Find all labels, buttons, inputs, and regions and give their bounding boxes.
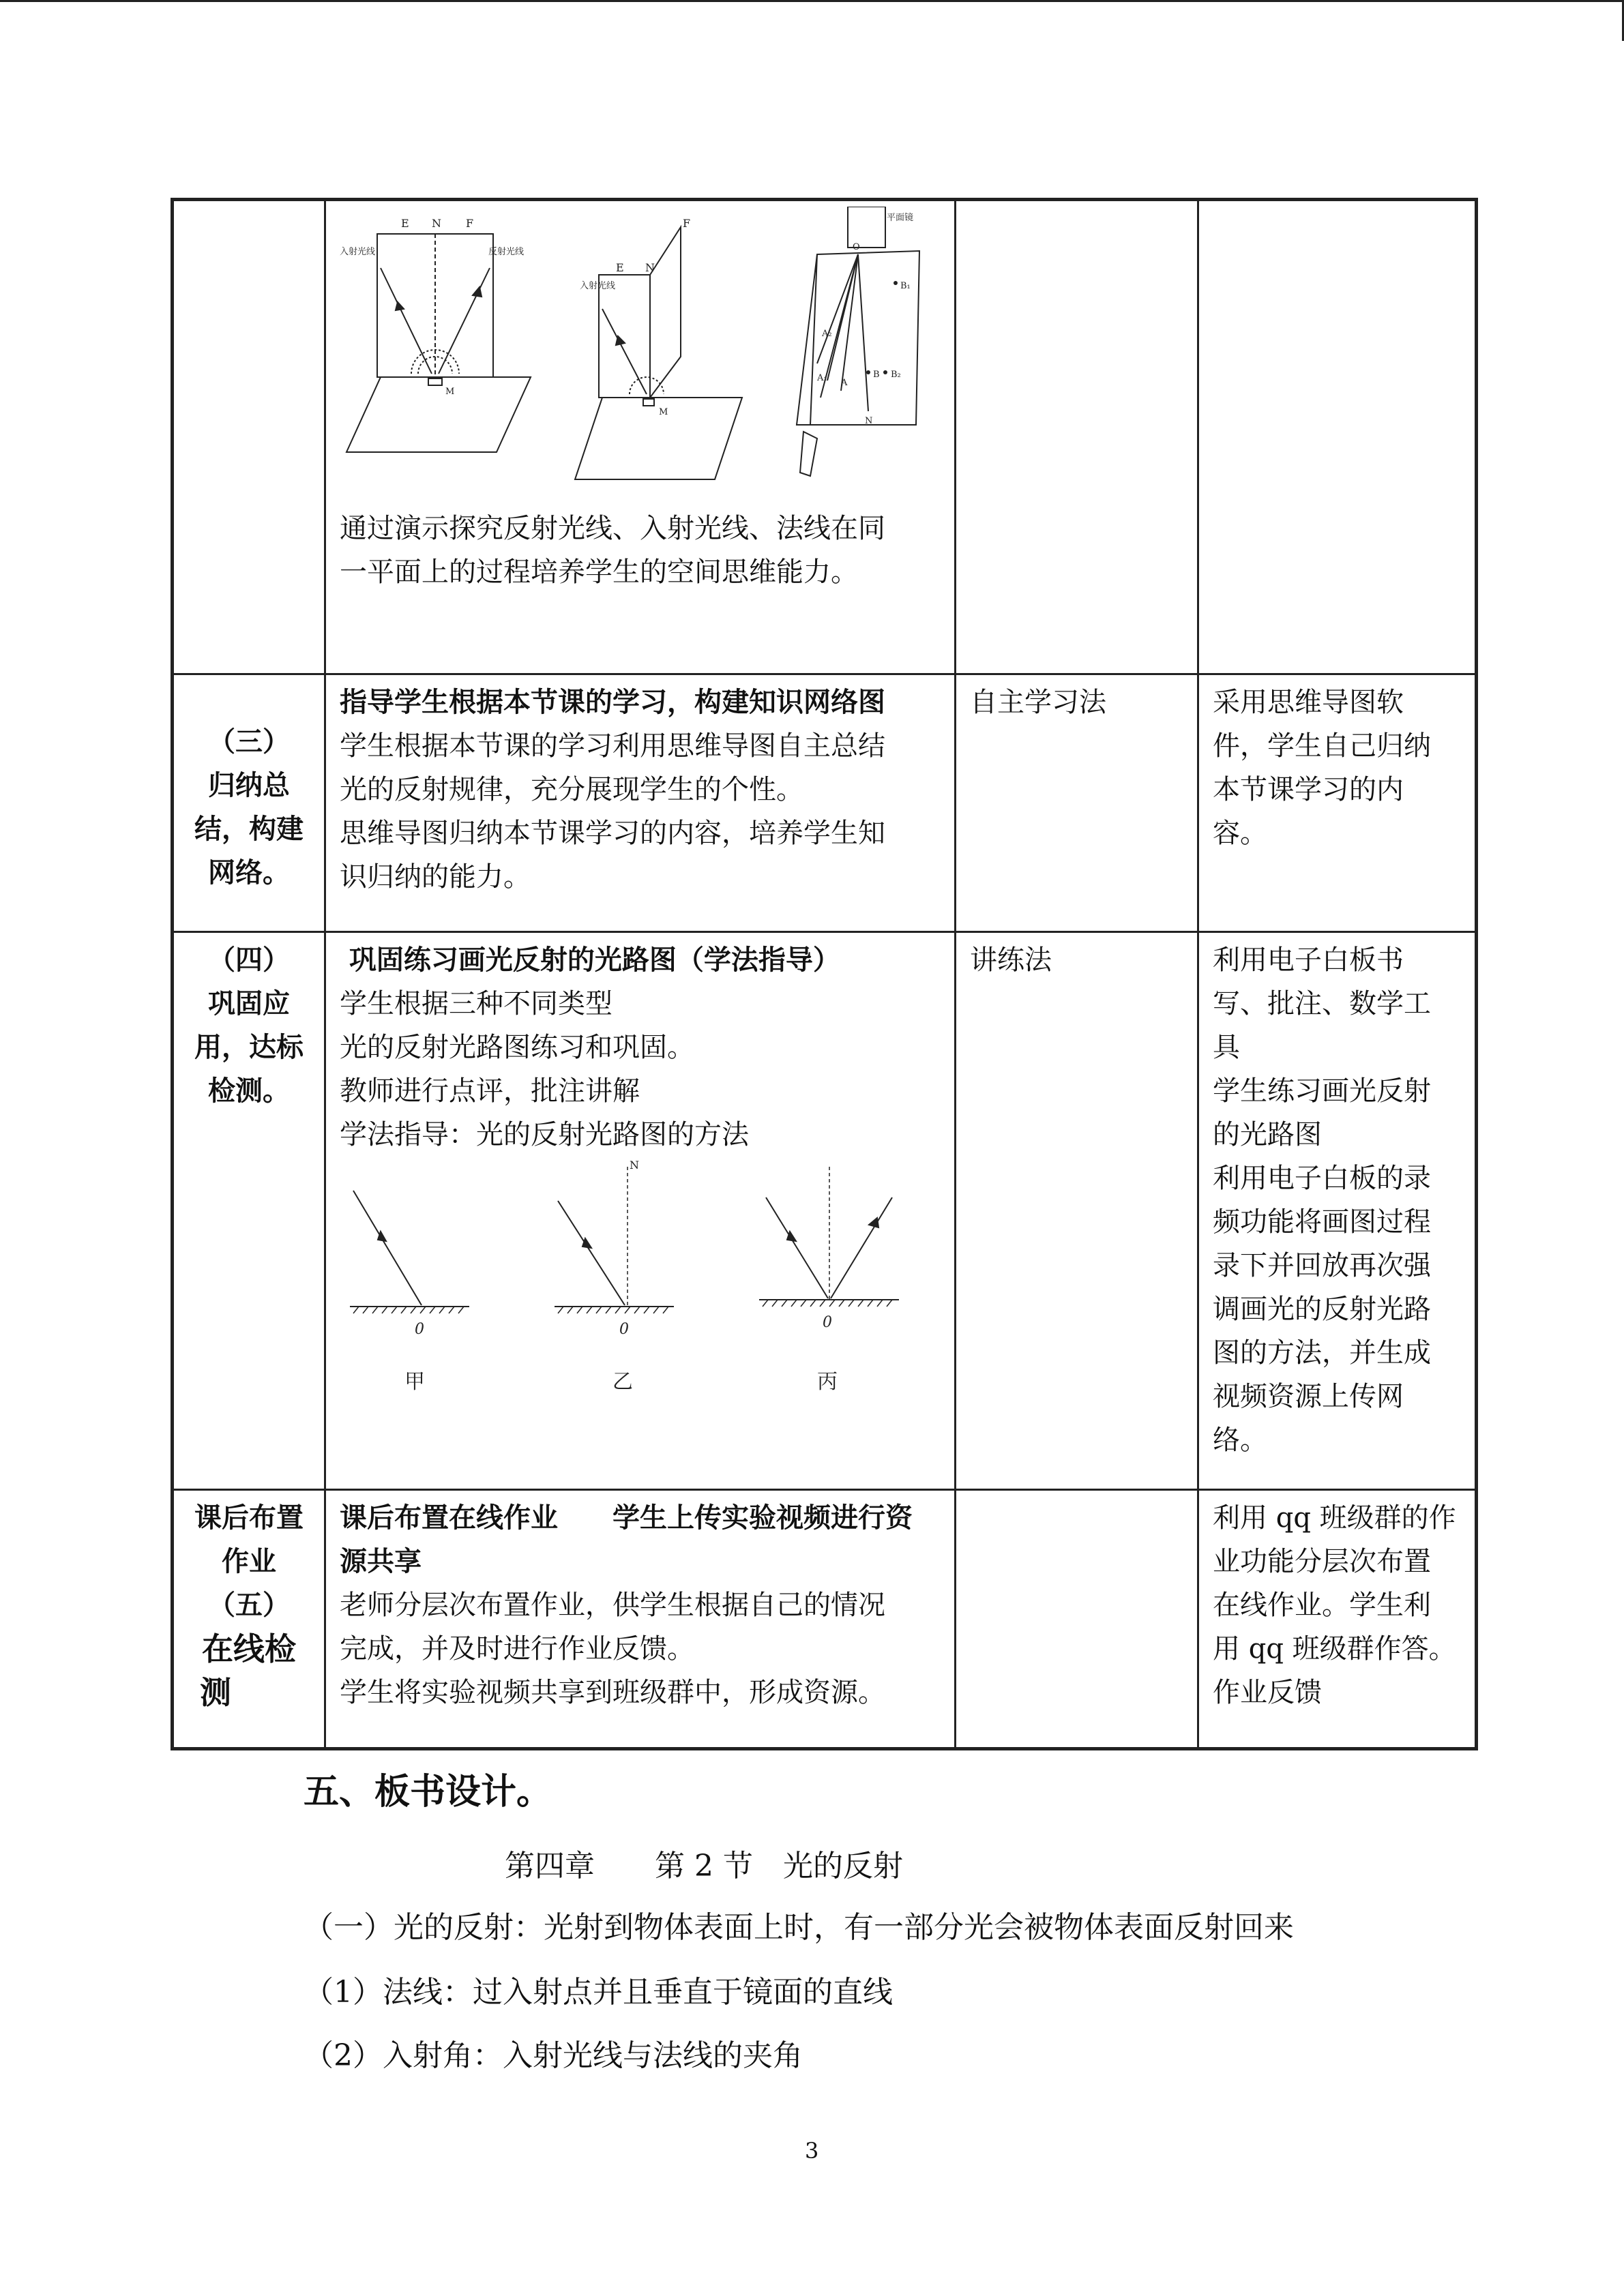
board-line: （2）入射角：入射光线与法线的夹角 <box>304 2038 803 2073</box>
fig3-label-A2: A₂ <box>822 329 832 339</box>
media-cell <box>1198 674 1477 932</box>
row3-text: 教师进行点评，批注讲解 <box>340 1075 640 1107</box>
row1-text-1: 通过演示探究反射光线、入射光线、法线在同 <box>340 513 885 544</box>
media-line: 用 qq 班级群作答。 <box>1213 1633 1456 1665</box>
apparatus-figure-3 <box>797 207 919 476</box>
incident-ray <box>353 1191 422 1305</box>
page-number: 3 <box>805 2138 819 2164</box>
media-cell <box>1198 1490 1477 1749</box>
board-title: 第四章 第 2 节 光的反射 <box>505 1849 903 1883</box>
media-line: 采用思维导图软 <box>1213 687 1404 718</box>
fig1-label-incident: 入射光线 <box>340 247 376 257</box>
exercise-figure-yi <box>555 1159 674 1394</box>
incident-ray <box>381 268 432 374</box>
row2-heading: 指导学生根据本节课的学习，构建知识网络图 <box>340 686 885 718</box>
reflection-apparatus-figures <box>340 207 940 507</box>
stage-cell <box>173 674 325 932</box>
fig1-label-E: E <box>401 217 409 230</box>
row3-text: 光的反射光路图练习和巩固。 <box>340 1032 694 1063</box>
stage-line: （五） <box>208 1589 290 1621</box>
row2-text: 光的反射规律，充分展现学生的个性。 <box>340 774 803 805</box>
method-cell <box>956 1490 1198 1749</box>
board-line: （1）法线：过入射点并且垂直于镜面的直线 <box>304 1975 893 2010</box>
lesson-plan-table <box>171 198 1478 1750</box>
method-cell <box>956 200 1198 674</box>
exercise-jia-o: 0 <box>415 1321 424 1338</box>
fig1-label-F: F <box>466 217 474 230</box>
media-line: 利用电子白板的录 <box>1213 1163 1431 1194</box>
media-line: 具 <box>1213 1032 1240 1063</box>
stage-line: 课后布置 <box>194 1502 304 1534</box>
exercise-yi-n: N <box>630 1159 639 1172</box>
stage-line: 检测。 <box>208 1075 290 1107</box>
row3-heading: 巩固练习画光反射的光路图（学法指导） <box>340 944 840 976</box>
media-line: 调画光的反射光路 <box>1213 1294 1431 1325</box>
content-cell <box>325 674 956 932</box>
media-line: 的光路图 <box>1213 1119 1322 1150</box>
exercise-figure-jia <box>350 1191 469 1394</box>
row2-text: 思维导图归纳本节课学习的内容，培养学生知 <box>340 818 885 849</box>
fig3-label-N: N <box>865 416 873 426</box>
row4-text: 完成，并及时进行作业反馈。 <box>340 1633 694 1665</box>
media-line: 业功能分层次布置 <box>1213 1546 1431 1577</box>
row4-text: 老师分层次布置作业，供学生根据自己的情况 <box>340 1590 885 1621</box>
media-line: 学生练习画光反射 <box>1213 1075 1431 1107</box>
stage-cell <box>173 200 325 674</box>
media-line: 作业反馈 <box>1213 1677 1322 1708</box>
row2-text: 识归纳的能力。 <box>340 861 531 893</box>
media-line: 利用 qq 班级群的作 <box>1213 1502 1456 1534</box>
media-line: 络。 <box>1213 1425 1267 1456</box>
row2-text: 学生根据本节课的学习利用思维导图自主总结 <box>340 730 885 762</box>
stage-line: 作业 <box>222 1545 276 1577</box>
method-cell: 自主学习法 <box>956 674 1198 932</box>
page-top-rule <box>0 0 1624 2</box>
media-line: 在线作业。学生利 <box>1213 1590 1431 1621</box>
media-cell <box>1198 200 1477 674</box>
stage-line: 巩固应 <box>208 987 290 1019</box>
media-line: 件，学生自己归纳 <box>1213 730 1431 762</box>
fig3-label-B: B <box>873 370 880 380</box>
table-row <box>173 200 1477 674</box>
media-line: 录下并回放再次强 <box>1213 1250 1431 1281</box>
stage-cell <box>173 1490 325 1749</box>
exercise-bing-caption: 丙 <box>817 1370 838 1394</box>
apparatus-figure-2 <box>575 217 742 479</box>
row4-heading-cont: 源共享 <box>340 1545 422 1577</box>
fig3-label-A: A <box>841 378 848 388</box>
fig3-label-B1: B₁ <box>900 281 911 291</box>
fig2-label-N: N <box>645 261 655 274</box>
fig2-label-F: F <box>683 217 691 230</box>
stage-line: 在线检 <box>202 1630 296 1667</box>
stage-line: 网络。 <box>208 856 290 889</box>
fig2-label-E: E <box>616 261 624 274</box>
media-line: 图的方法，并生成 <box>1213 1337 1431 1369</box>
stage-line: 结，构建 <box>194 813 304 845</box>
row1-text-2: 一平面上的过程培养学生的空间思维能力。 <box>340 556 858 588</box>
exercise-figure-bing <box>759 1167 899 1394</box>
table-row <box>173 932 1477 1490</box>
table-row <box>173 674 1477 932</box>
method-cell: 讲练法 <box>956 932 1198 1490</box>
stage-line: 用，达标 <box>194 1031 304 1063</box>
reflected-ray <box>439 268 490 374</box>
incident-ray <box>558 1201 625 1305</box>
fig2-label-M: M <box>659 407 668 417</box>
exercise-yi-o: 0 <box>619 1321 629 1338</box>
stage-line: （四） <box>208 944 290 976</box>
fig3-label-O: O <box>853 242 860 252</box>
media-line: 视频资源上传网 <box>1213 1381 1404 1412</box>
fig3-label-B2: B₂ <box>891 370 901 380</box>
light-path-exercise-figures <box>340 1157 940 1416</box>
row3-text: 学法指导：光的反射光路图的方法 <box>340 1119 749 1150</box>
media-cell <box>1198 932 1477 1490</box>
reflected-ray <box>831 1197 892 1298</box>
apparatus-figure-1 <box>340 217 531 452</box>
media-line: 容。 <box>1213 818 1267 849</box>
exercise-bing-o: 0 <box>823 1314 832 1331</box>
media-line: 写、批注、数学工 <box>1213 988 1431 1019</box>
stage-line: 归纳总 <box>208 769 290 801</box>
content-cell <box>325 1490 956 1749</box>
fig1-label-reflected: 反射光线 <box>488 247 525 257</box>
section-title: 五、板书设计。 <box>304 1771 552 1813</box>
row4-text: 学生将实验视频共享到班级群中，形成资源。 <box>340 1677 885 1708</box>
stage-cell <box>173 932 325 1490</box>
row4-heading: 课后布置在线作业 学生上传实验视频进行资 <box>340 1502 913 1534</box>
media-line: 利用电子白板书 <box>1213 944 1404 976</box>
exercise-jia-caption: 甲 <box>404 1370 425 1394</box>
content-cell <box>325 932 956 1490</box>
fig2-label-incident: 入射光线 <box>580 281 616 291</box>
stage-line: 测 <box>200 1674 231 1711</box>
stage-line: （三） <box>208 726 290 758</box>
content-cell <box>325 200 956 674</box>
media-line: 本节课学习的内 <box>1213 774 1404 805</box>
fig1-label-N: N <box>432 217 441 230</box>
fig1-label-M: M <box>445 387 455 397</box>
incident-ray <box>766 1197 828 1298</box>
board-line: （一）光的反射：光射到物体表面上时，有一部分光会被物体表面反射回来 <box>304 1910 1294 1945</box>
incident-ray <box>602 309 647 394</box>
table-row <box>173 1490 1477 1749</box>
fig3-label-mirror: 平面镜 <box>887 213 914 223</box>
media-line: 频功能将画图过程 <box>1213 1206 1431 1238</box>
row3-text: 学生根据三种不同类型 <box>340 988 612 1019</box>
exercise-yi-caption: 乙 <box>612 1370 633 1394</box>
fig3-label-A1: A₁ <box>817 373 827 383</box>
